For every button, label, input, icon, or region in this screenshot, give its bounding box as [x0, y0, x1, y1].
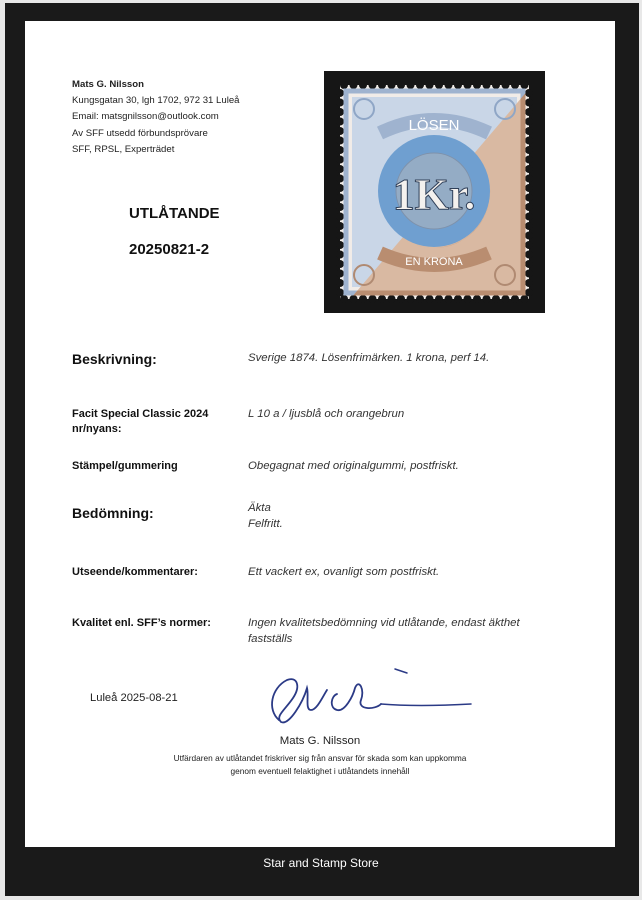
label-facit	[72, 407, 208, 437]
perforation-hole	[435, 81, 443, 89]
perforation-hole	[502, 81, 510, 89]
perforation-hole	[445, 295, 453, 303]
handwritten-signature	[245, 666, 485, 732]
perforation-hole	[525, 222, 533, 230]
perforation-hole	[336, 260, 344, 268]
perforation-hole	[525, 175, 533, 183]
label-facit-line: nr/nyans:	[72, 423, 122, 435]
perforation-hole	[525, 194, 533, 202]
perforation-hole	[525, 184, 533, 192]
perforation-hole	[336, 156, 344, 164]
issuer-name: Mats G. Nilsson	[72, 79, 144, 90]
issuer-memberships: SFF, RPSL, Experträdet	[72, 143, 175, 155]
perforation-hole	[525, 156, 533, 164]
perforation-hole	[525, 260, 533, 268]
stamp-top-text: LÖSEN	[408, 117, 460, 134]
issuer-role: Av SFF utsedd förbundsprövare	[72, 127, 208, 139]
perforation-hole	[336, 279, 344, 287]
disclaimer-line: genom eventuell felaktighet i utlåtandets innehåll	[230, 766, 410, 776]
perforation-hole	[525, 99, 533, 107]
perforation-hole	[525, 213, 533, 221]
perforation-hole	[426, 81, 434, 89]
perforation-hole	[407, 295, 415, 303]
perforation-hole	[336, 232, 344, 240]
perforation-hole	[336, 213, 344, 221]
issuer-email: Email: matsgnilsson@outlook.com	[72, 111, 219, 123]
perforation-hole	[525, 232, 533, 240]
perforation-hole	[464, 81, 472, 89]
perforation-hole	[336, 108, 344, 116]
label-bedomning: Bedömning:	[72, 505, 154, 521]
perforation-hole	[525, 203, 533, 211]
document-title: UTLÅTANDE	[129, 205, 220, 222]
perforation-hole	[359, 295, 367, 303]
value-utseende: Ett vackert ex, ovanligt som postfriskt.	[248, 566, 440, 578]
perforation-hole	[492, 81, 500, 89]
perforation-hole	[369, 81, 377, 89]
perforation-hole	[525, 289, 533, 297]
perforation-hole	[336, 127, 344, 135]
label-beskrivning: Beskrivning:	[72, 351, 157, 367]
perforation-hole	[525, 108, 533, 116]
perforation-hole	[445, 81, 453, 89]
label-utseende: Utseende/kommentarer:	[72, 566, 198, 578]
document-id: 20250821-2	[129, 241, 210, 258]
perforation-hole	[454, 81, 462, 89]
perforation-hole	[483, 295, 491, 303]
label-kvalitet: Kvalitet enl. SFF’s normer:	[72, 617, 211, 629]
perforation-hole	[336, 137, 344, 145]
perforation-hole	[525, 89, 533, 97]
perforation-hole	[336, 146, 344, 154]
value-beskrivning: Sverige 1874. Lösenfrimärken. 1 krona, perf 14.	[248, 352, 490, 364]
perforation-hole	[388, 295, 396, 303]
perforation-hole	[525, 241, 533, 249]
issuer-block	[72, 77, 240, 158]
perforation-hole	[336, 203, 344, 211]
perforation-hole	[336, 194, 344, 202]
perforation-hole	[483, 81, 491, 89]
perforation-hole	[492, 295, 500, 303]
perforation-hole	[378, 81, 386, 89]
perforation-hole	[336, 241, 344, 249]
perforation-hole	[416, 81, 424, 89]
value-stampel: Obegagnat med originalgummi, postfriskt.	[248, 460, 459, 472]
issuer-address: Kungsgatan 30, lgh 1702, 972 31 Luleå	[72, 95, 240, 107]
value-kvalitet-line: fastställs	[248, 632, 293, 645]
perforation-hole	[525, 146, 533, 154]
perforation-hole	[473, 81, 481, 89]
perforation-hole	[525, 127, 533, 135]
frame-edge	[0, 896, 642, 900]
perforation-hole	[521, 295, 529, 303]
perforation-hole	[525, 251, 533, 259]
signer-name: Mats G. Nilsson	[279, 735, 361, 747]
perforation-hole	[464, 295, 472, 303]
perforation-hole	[336, 175, 344, 183]
perforation-hole	[416, 295, 424, 303]
perforation-hole	[525, 279, 533, 287]
perforation-hole	[525, 165, 533, 173]
disclaimer	[25, 752, 615, 778]
perforation-hole	[340, 81, 348, 89]
perforation-hole	[521, 81, 529, 89]
perforation-hole	[525, 270, 533, 278]
value-bedomning-line: Äkta	[248, 502, 271, 514]
disclaimer-line: Utfärdaren av utlåtandet friskriver sig från ansvar för skada som kan uppkomma	[173, 753, 467, 763]
stamp-bottom-text: EN KRONA	[405, 256, 463, 268]
perforation-hole	[350, 295, 358, 303]
perforation-hole	[525, 137, 533, 145]
perforation-hole	[336, 270, 344, 278]
perforation-hole	[378, 295, 386, 303]
value-bedomning-line: Felfritt.	[248, 517, 283, 530]
perforation-hole	[336, 99, 344, 107]
perforation-hole	[525, 118, 533, 126]
value-kvalitet	[248, 616, 588, 647]
perforation-hole	[397, 295, 405, 303]
perforation-hole	[336, 222, 344, 230]
perforation-hole	[336, 251, 344, 259]
perforation-hole	[511, 81, 519, 89]
stamp-illustration	[324, 71, 545, 313]
perforation-hole	[473, 295, 481, 303]
place-date: Luleå 2025-08-21	[90, 692, 178, 704]
perforation-hole	[336, 118, 344, 126]
perforation-hole	[511, 295, 519, 303]
perforation-hole	[350, 81, 358, 89]
value-bedomning	[248, 501, 588, 532]
perforation-hole	[369, 295, 377, 303]
perforation-hole	[454, 295, 462, 303]
store-footer: Star and Stamp Store	[263, 856, 379, 870]
perforation-hole	[336, 184, 344, 192]
perforation-hole	[336, 165, 344, 173]
value-facit: L 10 a / ljusblå och orangebrun	[248, 408, 405, 420]
perforation-hole	[435, 295, 443, 303]
frame-edge	[0, 0, 5, 900]
stamp-image	[324, 71, 545, 313]
perforation-hole	[336, 289, 344, 297]
label-facit-line: Facit Special Classic 2024	[72, 408, 209, 420]
perforation-hole	[359, 81, 367, 89]
stamp-denomination: 1Kr.	[392, 170, 476, 219]
label-stampel: Stämpel/gummering	[72, 460, 178, 472]
perforation-hole	[336, 89, 344, 97]
value-kvalitet-line: Ingen kvalitetsbedömning vid utlåtande, endast äkthet	[248, 617, 520, 629]
perforation-hole	[397, 81, 405, 89]
perforation-hole	[388, 81, 396, 89]
perforation-hole	[407, 81, 415, 89]
perforation-hole	[502, 295, 510, 303]
perforation-hole	[426, 295, 434, 303]
certificate-page	[25, 21, 615, 847]
frame-edge	[0, 0, 642, 3]
